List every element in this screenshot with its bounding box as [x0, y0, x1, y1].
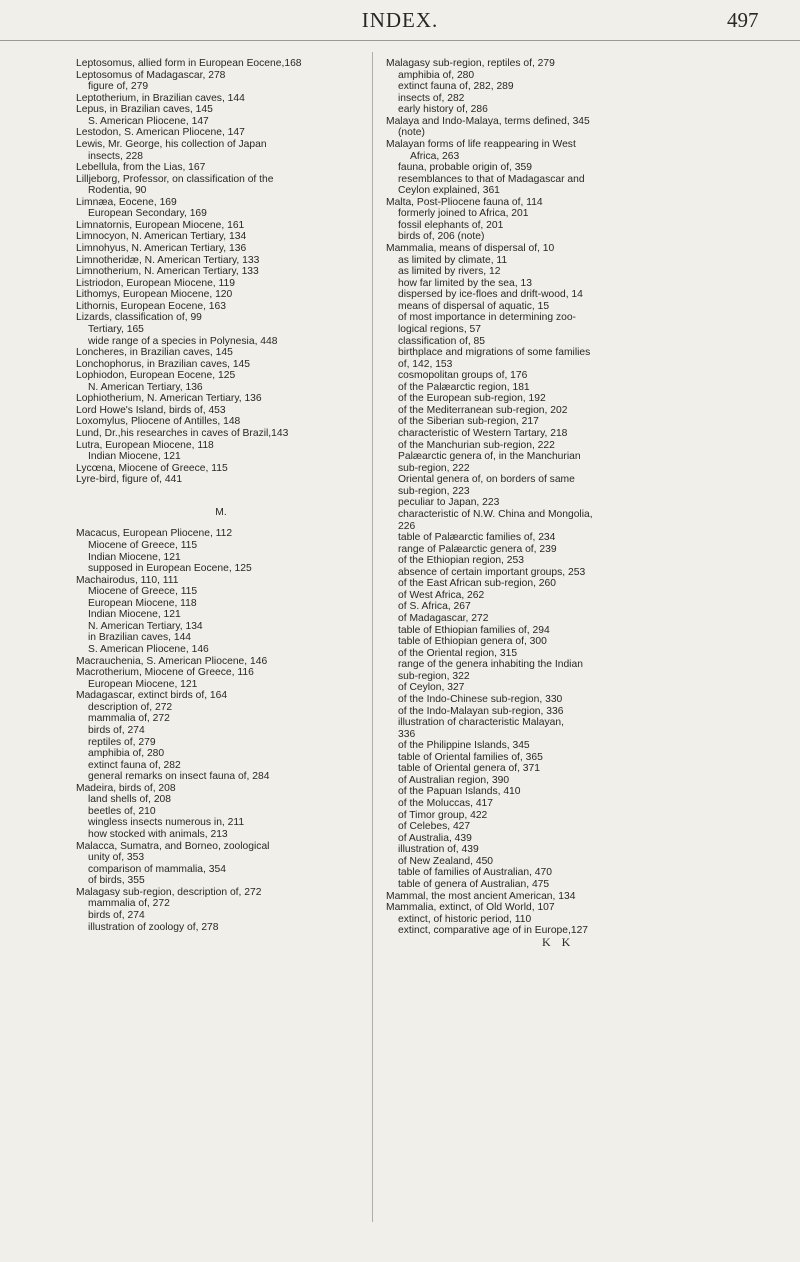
- index-entry: Lycœna, Miocene of Greece, 115: [76, 462, 228, 474]
- index-entry: Lophiotherium, N. American Tertiary, 136: [76, 393, 262, 405]
- index-entry: Lyre-bird, figure of, 441: [76, 474, 183, 486]
- index-subentry: supposed in European Eocene, 125: [88, 563, 252, 575]
- index-subentry: (note): [398, 127, 425, 139]
- index-subentry: as limited by rivers, 12: [398, 266, 501, 278]
- index-subentry: table of families of Australian, 470: [398, 867, 552, 879]
- index-subentry: of birds, 355: [88, 875, 145, 887]
- index-subentry: Ceylon explained, 361: [398, 185, 500, 197]
- index-entry: Malaya and Indo-Malaya, terms defined, 345: [386, 115, 590, 127]
- spacer: [76, 486, 366, 497]
- index-subentry: sub-region, 223: [398, 485, 470, 497]
- index-subentry: Tertiary, 165: [88, 323, 144, 335]
- index-subentry: illustration of characteristic Malayan,: [398, 717, 564, 729]
- index-subentry: of the Indo-Chinese sub-region, 330: [398, 693, 563, 705]
- index-entry: Lund, Dr.,his researches in caves of Brazil,143: [76, 428, 289, 439]
- index-subentry: fossil elephants of, 201: [398, 219, 504, 231]
- index-subentry: birds of, 274: [88, 724, 145, 736]
- index-entry: Mammalia, extinct, of Old World, 107: [386, 902, 555, 914]
- index-subentry: of West Africa, 262: [398, 589, 485, 601]
- index-subentry: extinct, comparative age of in Europe,127: [398, 925, 589, 937]
- index-subentry: table of Oriental genera of, 371: [398, 763, 540, 775]
- index-subentry: cosmopolitan groups of, 176: [398, 370, 528, 382]
- index-subentry: of the Ethiopian region, 253: [398, 555, 524, 567]
- index-entry: Limnocyon, N. American Tertiary, 134: [76, 231, 247, 243]
- index-subentry: of Timor group, 422: [398, 809, 488, 821]
- index-subentry: of the East African sub-region, 260: [398, 578, 556, 590]
- index-subentry: birthplace and migrations of some families: [398, 347, 591, 359]
- index-subentry: land shells of, 208: [88, 794, 172, 806]
- index-subentry: formerly joined to Africa, 201: [398, 208, 529, 220]
- index-entry: Lewis, Mr. George, his collection of Japan: [76, 138, 267, 150]
- index-subentry: extinct fauna of, 282, 289: [398, 81, 514, 93]
- index-entry: Lepus, in Brazilian caves, 145: [76, 104, 213, 116]
- index-subentry: means of dispersal of aquatic, 15: [398, 300, 550, 312]
- index-subentry: Africa, 263: [410, 150, 460, 162]
- index-subentry: of the Indo-Malayan sub-region, 336: [398, 705, 564, 717]
- index-subentry: reptiles of, 279: [88, 736, 156, 748]
- index-subentry: birds of, 206 (note): [398, 231, 485, 243]
- index-subentry: fauna, probable origin of, 359: [398, 162, 532, 174]
- index-subentry: of the Palæarctic region, 181: [398, 381, 530, 393]
- index-subentry: peculiar to Japan, 223: [398, 497, 500, 509]
- index-subentry: how stocked with animals, 213: [88, 829, 228, 840]
- index-subentry: amphibia of, 280: [88, 748, 165, 760]
- index-subentry: mammalia of, 272: [88, 898, 170, 910]
- index-entry: Malayan forms of life reappearing in West: [386, 138, 576, 150]
- index-entry: Loxomylus, Pliocene of Antilles, 148: [76, 416, 241, 428]
- index-subentry: of Australia, 439: [398, 832, 472, 844]
- index-subentry: table of Palæarctic families of, 234: [398, 532, 556, 544]
- section-letter: M.: [215, 506, 227, 518]
- index-entry: Limnatornis, European Miocene, 161: [76, 219, 245, 231]
- index-entry: Limnotheridæ, N. American Tertiary, 133: [76, 254, 260, 266]
- index-subentry: as limited by climate, 11: [398, 254, 508, 266]
- index-entry: Lilljeborg, Professor, on classification of the: [76, 173, 274, 185]
- column-divider: [372, 52, 373, 1222]
- index-entry: Lord Howe's Island, birds of, 453: [76, 404, 226, 416]
- index-subentry: insects of, 282: [398, 92, 465, 104]
- signature-mark: K K: [542, 934, 575, 949]
- index-entry: Malagasy sub-region, reptiles of, 279: [386, 58, 555, 69]
- index-subentry: resemblances to that of Madagascar and: [398, 173, 585, 185]
- index-entry: Macrotherium, Miocene of Greece, 116: [76, 667, 254, 679]
- index-subentry: birds of, 274: [88, 909, 145, 921]
- index-subentry: Indian Miocene, 121: [88, 451, 181, 463]
- index-subentry: of the Philippine Islands, 345: [398, 740, 530, 752]
- index-entry: Loncheres, in Brazilian caves, 145: [76, 347, 233, 359]
- index-subentry: comparison of mammalia, 354: [88, 863, 226, 875]
- index-subentry: absence of certain important groups, 253: [398, 566, 586, 578]
- index-entry: Lophiodon, European Eocene, 125: [76, 370, 236, 382]
- index-subentry: Rodentia, 90: [88, 185, 147, 197]
- index-entry: Madagascar, extinct birds of, 164: [76, 690, 228, 702]
- index-subentry: general remarks on insect fauna of, 284: [88, 771, 270, 783]
- index-entry: Malagasy sub-region, description of, 272: [76, 886, 262, 898]
- index-subentry: dispersed by ice-floes and drift-wood, 14: [398, 289, 583, 301]
- index-subentry: European Miocene, 118: [88, 597, 197, 609]
- index-subentry: characteristic of Western Tartary, 218: [398, 428, 568, 439]
- index-entry: Malacca, Sumatra, and Borneo, zoological: [76, 840, 270, 852]
- index-entry: Leptotherium, in Brazilian caves, 144: [76, 92, 245, 104]
- index-subentry: of Celebes, 427: [398, 821, 471, 833]
- index-subentry: European Secondary, 169: [88, 208, 207, 220]
- index-entry: Lithornis, European Eocene, 163: [76, 300, 226, 312]
- index-subentry: range of the genera inhabiting the Indian: [398, 659, 583, 671]
- page-number: 497: [727, 8, 759, 32]
- index-subentry: Indian Miocene, 121: [88, 551, 181, 563]
- index-subentry: table of Ethiopian families of, 294: [398, 624, 550, 636]
- index-subentry: how far limited by the sea, 13: [398, 277, 532, 289]
- index-subentry: logical regions, 57: [398, 323, 481, 335]
- index-subentry: sub-region, 222: [398, 462, 470, 474]
- index-subentry: of the Siberian sub-region, 217: [398, 416, 539, 428]
- index-subentry: Miocene of Greece, 115: [88, 586, 198, 598]
- index-subentry: of the Manchurian sub-region, 222: [398, 439, 555, 451]
- index-entry: Lithomys, European Miocene, 120: [76, 289, 233, 301]
- index-subentry: of S. Africa, 267: [398, 601, 471, 613]
- index-subentry: N. American Tertiary, 134: [88, 620, 203, 632]
- index-subentry: Oriental genera of, on borders of same: [398, 474, 575, 486]
- index-entry: Macrauchenia, S. American Pliocene, 146: [76, 655, 268, 667]
- index-subentry: of most importance in determining zoo-: [398, 312, 576, 324]
- index-subentry: of Madagascar, 272: [398, 613, 489, 624]
- index-entry: Limnotherium, N. American Tertiary, 133: [76, 266, 259, 278]
- index-subentry: table of Oriental families of, 365: [398, 751, 543, 763]
- index-entry: Lutra, European Miocene, 118: [76, 439, 214, 451]
- index-subentry: 226: [398, 520, 416, 532]
- index-entry: Malta, Post-Pliocene fauna of, 114: [386, 196, 543, 208]
- index-column-right: [386, 58, 706, 948]
- index-subentry: mammalia of, 272: [88, 713, 170, 725]
- index-subentry: figure of, 279: [88, 81, 149, 93]
- page-header: [0, 0, 800, 41]
- index-entry: Listriodon, European Miocene, 119: [76, 277, 235, 289]
- index-subentry: classification of, 85: [398, 335, 485, 347]
- index-subentry: of the Papuan Islands, 410: [398, 786, 521, 798]
- index-subentry: 336: [398, 728, 416, 740]
- index-entry: Lestodon, S. American Pliocene, 147: [76, 127, 245, 139]
- index-entry: Leptosomus of Madagascar, 278: [76, 69, 226, 81]
- index-subentry: Palæarctic genera of, in the Manchurian: [398, 451, 581, 463]
- index-subentry: extinct fauna of, 282: [88, 759, 181, 771]
- index-column-left: [76, 58, 366, 933]
- index-entry: Limnæa, Eocene, 169: [76, 196, 177, 208]
- index-subentry: Indian Miocene, 121: [88, 609, 181, 621]
- index-subentry: sub-region, 322: [398, 670, 470, 682]
- index-subentry: Miocene of Greece, 115: [88, 539, 198, 551]
- index-entry: Macacus, European Pliocene, 112: [76, 528, 233, 540]
- index-subentry: of the Oriental region, 315: [398, 647, 518, 659]
- index-subentry: insects, 228: [88, 150, 143, 162]
- index-subentry: European Miocene, 121: [88, 678, 198, 690]
- index-subentry: of, 142, 153: [398, 358, 453, 370]
- index-subentry: early history of, 286: [398, 104, 488, 116]
- index-subentry: beetles of, 210: [88, 805, 156, 817]
- index-subentry: S. American Pliocene, 146: [88, 644, 209, 655]
- index-subentry: of New Zealand, 450: [398, 855, 494, 867]
- index-entry: Mammal, the most ancient American, 134: [386, 890, 576, 902]
- index-subentry: N. American Tertiary, 136: [88, 381, 203, 393]
- index-subentry: characteristic of N.W. China and Mongolia,: [398, 508, 593, 520]
- page-title: INDEX.: [361, 8, 439, 32]
- index-subentry: of Ceylon, 327: [398, 682, 465, 694]
- index-entry: Lizards, classification of, 99: [76, 312, 202, 324]
- index-entry: Mammalia, means of dispersal of, 10: [386, 243, 555, 254]
- index-entry: Limnohyus, N. American Tertiary, 136: [76, 243, 247, 254]
- index-subentry: extinct, of historic period, 110: [398, 913, 532, 925]
- index-subentry: of the European sub-region, 192: [398, 393, 546, 405]
- index-subentry: wide range of a species in Polynesia, 448: [88, 335, 278, 347]
- index-subentry: illustration of zoology of, 278: [88, 921, 219, 933]
- index-subentry: wingless insects numerous in, 211: [88, 817, 245, 829]
- index-subentry: unity of, 353: [88, 852, 145, 864]
- index-entry: Leptosomus, allied form in European Eocene,168: [76, 58, 302, 69]
- index-subentry: description of, 272: [88, 701, 173, 713]
- index-subentry: S. American Pliocene, 147: [88, 115, 209, 127]
- index-subentry: of Australian region, 390: [398, 774, 510, 786]
- index-subentry: range of Palæarctic genera of, 239: [398, 543, 557, 555]
- index-subentry: of the Moluccas, 417: [398, 798, 494, 809]
- index-entry: Madeira, birds of, 208: [76, 782, 176, 794]
- index-subentry: illustration of, 439: [398, 844, 479, 856]
- index-subentry: in Brazilian caves, 144: [88, 632, 192, 644]
- index-entry: Lebellula, from the Lias, 167: [76, 162, 206, 174]
- index-subentry: amphibia of, 280: [398, 69, 475, 81]
- index-subentry: table of genera of Australian, 475: [398, 878, 550, 890]
- index-entry: Lonchophorus, in Brazilian caves, 145: [76, 358, 251, 370]
- index-subentry: table of Ethiopian genera of, 300: [398, 636, 547, 648]
- index-entry: Machairodus, 110, 111: [76, 574, 179, 586]
- index-subentry: of the Mediterranean sub-region, 202: [398, 404, 568, 416]
